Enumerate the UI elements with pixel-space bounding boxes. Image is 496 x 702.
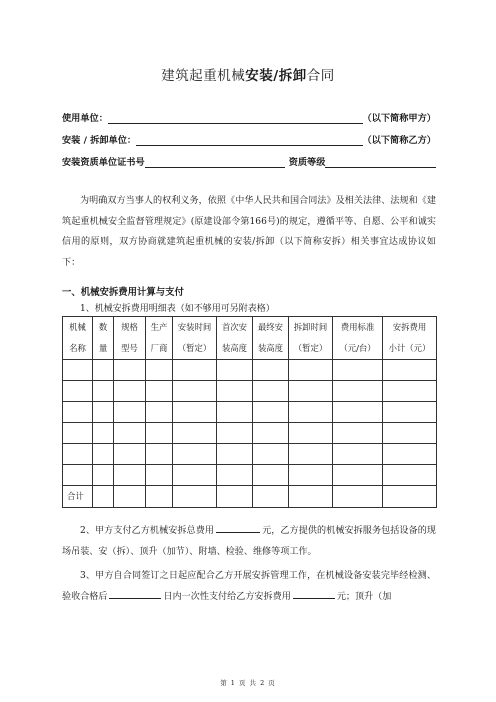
- header-fee-standard: [333, 317, 383, 360]
- clause-2-text-before: 2、甲方支付乙方机械安拆总费用: [80, 526, 215, 536]
- clause-3-text-middle: 日内一次性支付给乙方安拆费用: [163, 591, 291, 602]
- table-cell[interactable]: [253, 486, 289, 508]
- table-cell[interactable]: [253, 402, 289, 423]
- document-title: [0, 64, 496, 84]
- table-cell[interactable]: [173, 360, 217, 381]
- table-row: [63, 360, 437, 381]
- table-cell[interactable]: [253, 423, 289, 444]
- header-manufacturer-line-2: 厂商: [150, 343, 168, 353]
- header-machine-name-line-1: 机械: [69, 322, 86, 332]
- table-cell[interactable]: [289, 486, 333, 508]
- table-row: [63, 423, 437, 444]
- clause-3-text-after: 元；顶升（加: [336, 591, 392, 602]
- table-row: [63, 381, 437, 402]
- header-quantity-line-1: 数: [98, 322, 108, 332]
- table-cell[interactable]: [333, 360, 383, 381]
- header-install-time-line-2: （暂定）: [177, 343, 212, 353]
- table-cell[interactable]: [333, 465, 383, 486]
- intro-paragraph: 为明确双方当事人的权利义务，依照《中华人民共和国合同法》及相关法律、法规和《建筑起重机械安全监督管理规定》(原建设部令第166号)的规定，遵循平等、自愿、公平和诚实信用的原则，双方协商就建筑起重机械的安装/拆卸（以下简称安拆）相关事宜达成协议如下：: [62, 196, 436, 268]
- table-cell[interactable]: [383, 360, 437, 381]
- clause-3: [62, 566, 436, 607]
- table-cell[interactable]: [333, 486, 383, 508]
- table-cell[interactable]: [114, 402, 146, 423]
- header-model-line-1: 规格: [121, 322, 138, 332]
- header-model-line-2: 型号: [121, 343, 138, 353]
- certificate-blank[interactable]: [145, 156, 285, 168]
- header-initial-height: [217, 317, 253, 360]
- header-install-time: [173, 317, 217, 360]
- certificate-row: [62, 154, 436, 168]
- table-cell[interactable]: [383, 381, 437, 402]
- header-dismantle-time: [289, 317, 333, 360]
- table-cell[interactable]: [173, 486, 217, 508]
- table-cell[interactable]: [146, 423, 173, 444]
- installer-unit-blank[interactable]: [136, 134, 362, 146]
- table-cell[interactable]: [217, 444, 253, 465]
- table-cell[interactable]: [93, 486, 114, 508]
- table-cell[interactable]: [114, 381, 146, 402]
- table-cell[interactable]: [217, 423, 253, 444]
- user-unit-label: 使用单位：: [62, 113, 108, 124]
- table-cell[interactable]: [114, 360, 146, 381]
- table-cell[interactable]: [289, 444, 333, 465]
- clause-2-text-after: 元，乙方提供的机械安拆服务包括设备的现场吊装、安（拆）、顶升（加节）、附墙、检验、维修等项工作。: [62, 526, 436, 557]
- table-row: [63, 402, 437, 423]
- table-cell[interactable]: [146, 465, 173, 486]
- table-cell[interactable]: [146, 444, 173, 465]
- header-fee-standard-line-1: 费用标准: [340, 322, 375, 332]
- table-cell[interactable]: [217, 402, 253, 423]
- header-model: [114, 317, 146, 360]
- user-unit-suffix: （以下简称甲方）: [362, 113, 436, 124]
- header-initial-height-line-2: 装高度: [221, 343, 248, 353]
- grade-blank[interactable]: [325, 156, 436, 168]
- table-cell[interactable]: [93, 402, 114, 423]
- header-subtotal: [383, 317, 437, 360]
- table-cell[interactable]: [63, 402, 93, 423]
- installer-unit-label: 安装 / 拆卸单位：: [62, 135, 137, 146]
- payment-amount-blank[interactable]: [293, 588, 335, 599]
- header-subtotal-line-2: 小计（元）: [388, 343, 431, 353]
- table-cell[interactable]: [93, 444, 114, 465]
- header-dismantle-time-line-2: （暂定）: [293, 343, 328, 353]
- table-cell[interactable]: [383, 486, 437, 508]
- table-cell[interactable]: [289, 465, 333, 486]
- installer-unit-row: [62, 132, 436, 146]
- installer-unit-suffix: （以下简称乙方）: [362, 135, 436, 146]
- header-final-height-line-2: 装高度: [257, 343, 284, 353]
- table-cell[interactable]: [63, 381, 93, 402]
- table-row: [63, 444, 437, 465]
- table-cell[interactable]: [173, 402, 217, 423]
- header-quantity-line-2: 量: [98, 343, 108, 353]
- table-body: [63, 360, 437, 486]
- table-cell[interactable]: [383, 465, 437, 486]
- table-cell[interactable]: [63, 423, 93, 444]
- table-cell[interactable]: [114, 465, 146, 486]
- table-cell[interactable]: [93, 381, 114, 402]
- table-cell[interactable]: [333, 402, 383, 423]
- header-dismantle-time-line-1: 拆卸时间: [293, 322, 328, 332]
- payment-days-blank[interactable]: [109, 588, 161, 599]
- table-cell[interactable]: [217, 381, 253, 402]
- section-1-heading: 一、机械安拆费用计算与支付: [62, 287, 184, 298]
- user-unit-row: [62, 110, 436, 124]
- table-cell[interactable]: [217, 360, 253, 381]
- fee-detail-table: [62, 316, 437, 508]
- table-cell[interactable]: [93, 465, 114, 486]
- table-cell[interactable]: [63, 360, 93, 381]
- table-cell[interactable]: [63, 444, 93, 465]
- clause-2: [62, 521, 436, 562]
- table-cell[interactable]: [146, 381, 173, 402]
- table-cell[interactable]: [383, 423, 437, 444]
- table-cell[interactable]: [333, 381, 383, 402]
- table-row: [63, 465, 437, 486]
- user-unit-blank[interactable]: [108, 112, 363, 124]
- table-cell[interactable]: [146, 360, 173, 381]
- header-install-time-line-1: 安装时间: [177, 322, 212, 332]
- header-manufacturer: [146, 317, 173, 360]
- table-cell[interactable]: [173, 381, 217, 402]
- header-final-height-line-1: 最终安: [257, 322, 284, 332]
- table-cell[interactable]: [289, 381, 333, 402]
- table-header-row: [63, 317, 437, 360]
- header-fee-standard-line-2: （元/台）: [339, 343, 376, 353]
- table-cell[interactable]: [253, 444, 289, 465]
- table-cell[interactable]: [93, 360, 114, 381]
- title-part-1: 建筑起重机械: [161, 68, 246, 84]
- table-cell[interactable]: [333, 444, 383, 465]
- header-subtotal-line-1: 安拆费用: [392, 322, 427, 332]
- title-part-3: 合同: [306, 68, 335, 84]
- table-cell[interactable]: [114, 444, 146, 465]
- header-machine-name: [63, 317, 93, 360]
- total-fee-blank[interactable]: [216, 522, 260, 533]
- certificate-label: 安装资质单位证书号: [62, 157, 145, 168]
- table-cell[interactable]: [253, 465, 289, 486]
- table-cell[interactable]: [63, 465, 93, 486]
- grade-label: 资质等级: [288, 157, 326, 168]
- table-cell[interactable]: [114, 423, 146, 444]
- header-final-height: [253, 317, 289, 360]
- total-label: 合计: [63, 486, 93, 508]
- header-manufacturer-line-1: 生产: [150, 322, 168, 332]
- table-cell[interactable]: [383, 444, 437, 465]
- table-caption: 1、机械安拆费用明细表（如不够用可另附表格）: [80, 304, 275, 314]
- table-cell[interactable]: [217, 465, 253, 486]
- table-cell[interactable]: [114, 486, 146, 508]
- table-cell[interactable]: [289, 360, 333, 381]
- table-cell[interactable]: [253, 381, 289, 402]
- header-initial-height-line-1: 首次安: [221, 322, 248, 332]
- table-cell[interactable]: [173, 444, 217, 465]
- header-quantity: [93, 317, 114, 360]
- page-footer: 第 1 页 共 2 页: [220, 679, 276, 687]
- clause-3-text-before: 3、甲方自合同签订之日起应配合乙方开展安拆管理工作，在机械设备安装完毕经检测、验收合格后: [62, 571, 436, 602]
- table-cell[interactable]: [173, 423, 217, 444]
- table-cell[interactable]: [173, 465, 217, 486]
- table-cell[interactable]: [93, 423, 114, 444]
- table-cell[interactable]: [146, 402, 173, 423]
- table-total-row: [63, 486, 437, 508]
- table-cell[interactable]: [383, 402, 437, 423]
- table-cell[interactable]: [289, 402, 333, 423]
- table-cell[interactable]: [253, 360, 289, 381]
- title-part-2: 安装/拆卸: [245, 68, 307, 84]
- table-cell[interactable]: [333, 423, 383, 444]
- table-cell[interactable]: [217, 486, 253, 508]
- table-cell[interactable]: [289, 423, 333, 444]
- header-machine-name-line-2: 名称: [69, 343, 86, 353]
- table-cell[interactable]: [146, 486, 173, 508]
